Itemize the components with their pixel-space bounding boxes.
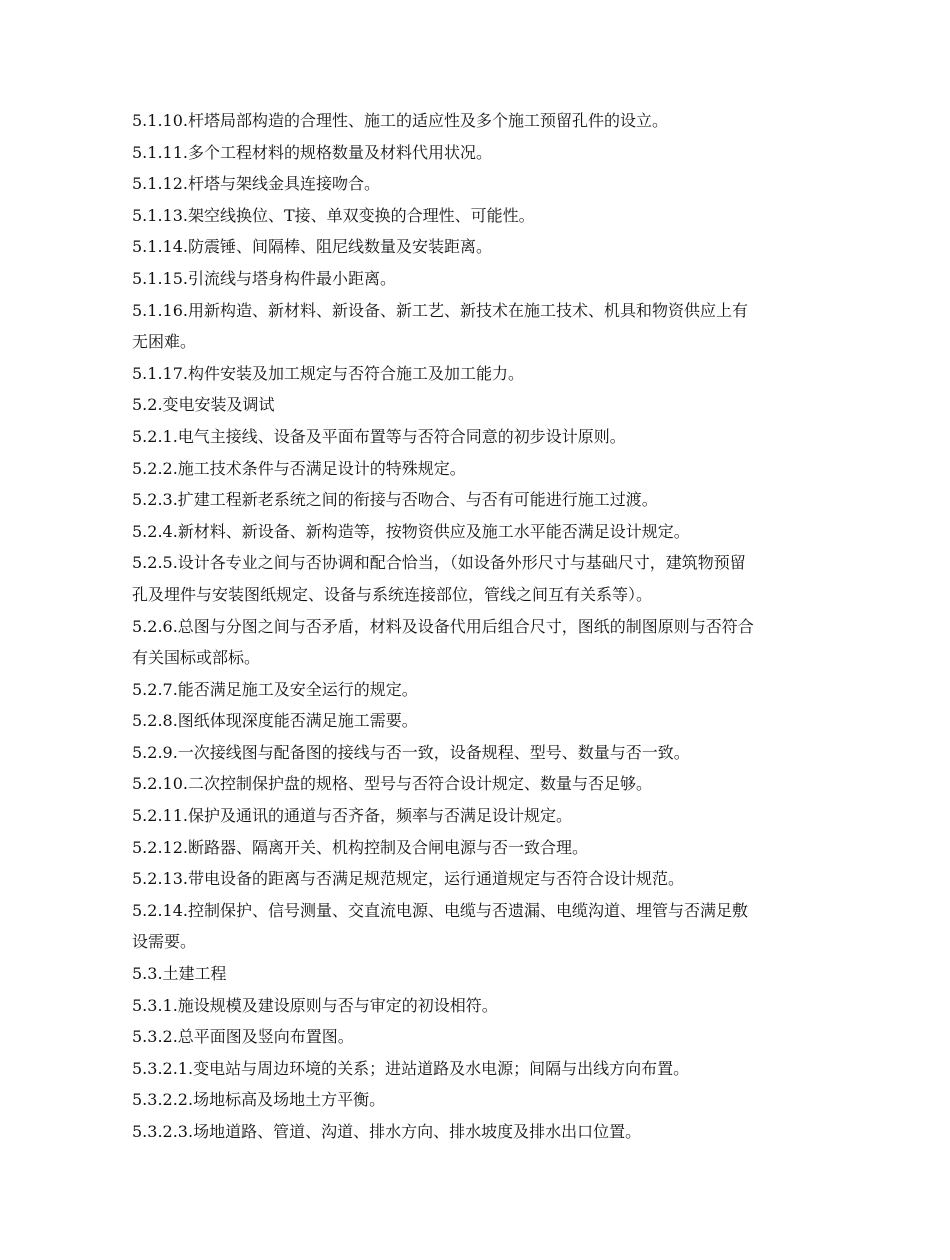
text-line: 5.2.2.施工技术条件与否满足设计的特殊规定。: [132, 458, 466, 478]
text-line: 5.2.4.新材料、新设备、新构造等，按物资供应及施工水平能否满足设计规定。: [132, 521, 690, 541]
text-line: 5.2.1.电气主接线、设备及平面布置等与否符合同意的初步设计原则。: [132, 426, 626, 446]
text-line: 5.2.6.总图与分图之间与否矛盾，材料及设备代用后组合尺寸，图纸的制图原则与否符合: [132, 616, 754, 636]
text-line: 孔及埋件与安装图纸规定、设备与系统连接部位，管线之间互有关系等）。: [132, 584, 653, 604]
text-line: 5.1.14.防震锤、间隔棒、阻尼线数量及安装距离。: [132, 237, 492, 257]
text-line: 5.2.11.保护及通讯的通道与否齐备，频率与否满足设计规定。: [132, 806, 572, 826]
text-line: 5.1.17.构件安装及加工规定与否符合施工及加工能力。: [132, 363, 524, 383]
document-body: [132, 105, 822, 1148]
text-line: 5.2.12.断路器、隔离开关、机构控制及合闸电源与否一致合理。: [132, 837, 588, 857]
text-line: 5.2.10.二次控制保护盘的规格、型号与否符合设计规定、数量与否足够。: [132, 774, 652, 794]
text-line: 5.2.5.设计各专业之间与否协调和配合恰当，（如设备外形尺寸与基础尺寸，建筑物预留: [132, 553, 746, 573]
text-line: 5.3.2.1.变电站与周边环境的关系；进站道路及水电源；间隔与出线方向布置。: [132, 1058, 690, 1078]
text-line: 5.1.11.多个工程材料的规格数量及材料代用状况。: [132, 142, 492, 162]
text-line: 设需要。: [132, 932, 197, 952]
text-line: 5.2.13.带电设备的距离与否满足规范规定，运行通道规定与否符合设计规范。: [132, 869, 684, 889]
text-line: 5.2.14.控制保护、信号测量、交直流电源、电缆与否遗漏、电缆沟道、埋管与否满足敷: [132, 900, 748, 920]
text-line: 5.3.2.3.场地道路、管道、沟道、排水方向、排水坡度及排水出口位置。: [132, 1122, 642, 1141]
text-line: 5.3.1.施设规模及建设原则与否与审定的初设相符。: [132, 995, 498, 1015]
text-line: 5.2.8.图纸体现深度能否满足施工需要。: [132, 711, 418, 731]
text-line: 5.1.12.杆塔与架线金具连接吻合。: [132, 174, 380, 194]
text-line: 5.2.9.一次接线图与配备图的接线与否一致，设备规程、型号、数量与否一致。: [132, 742, 690, 762]
text-line: 5.2.变电安装及调试: [132, 395, 275, 415]
text-line: 无困难。: [132, 332, 197, 352]
text-line: 5.3.2.2.场地标高及场地土方平衡。: [132, 1090, 386, 1110]
text-line: 5.2.7.能否满足施工及安全运行的规定。: [132, 679, 418, 699]
text-line: 5.1.10.杆塔局部构造的合理性、施工的适应性及多个施工预留孔件的设立。: [132, 111, 668, 130]
text-line: 5.1.15.引流线与塔身构件最小距离。: [132, 268, 396, 288]
text-line: 5.2.3.扩建工程新老系统之间的衔接与否吻合、与否有可能进行施工过渡。: [132, 490, 658, 510]
text-line: 有关国标或部标。: [132, 648, 261, 668]
text-line: 5.1.13.架空线换位、T接、单双变换的合理性、可能性。: [132, 205, 535, 225]
text-line: 5.3.2.总平面图及竖向布置图。: [132, 1027, 354, 1047]
text-line: 5.3.土建工程: [132, 964, 227, 984]
text-line: 5.1.16.用新构造、新材料、新设备、新工艺、新技术在施工技术、机具和物资供应上有: [132, 300, 748, 320]
